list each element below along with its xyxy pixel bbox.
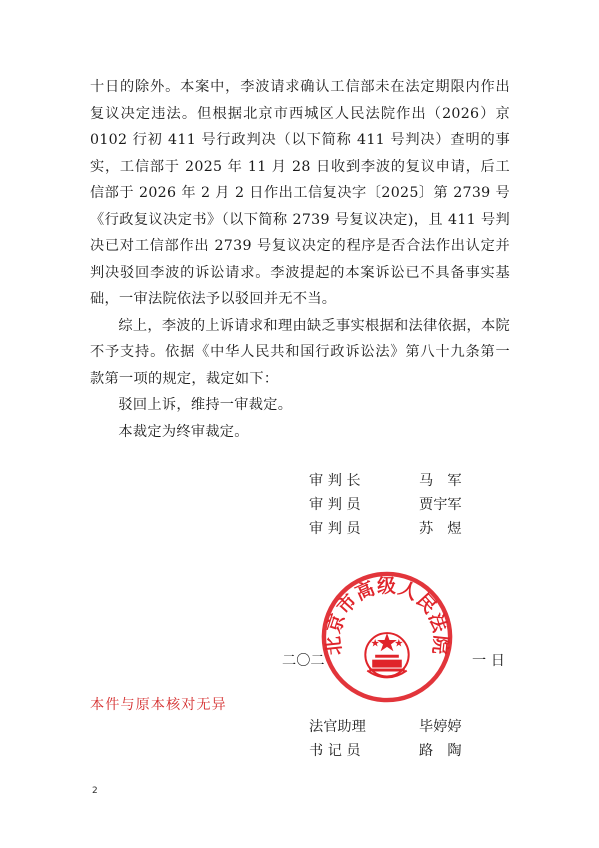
clerk-row-recorder <box>309 740 509 762</box>
date-prefix: 二〇二 <box>282 653 325 669</box>
judge-role: 审 判 员 <box>309 497 361 513</box>
verification-note: 本件与原本核对无异 <box>90 697 227 713</box>
clerk-name: 路 陶 <box>419 743 462 759</box>
clerk-name: 毕婷婷 <box>419 719 462 735</box>
judge-row-member <box>309 518 509 540</box>
court-seal <box>318 568 456 706</box>
clerk-row-assistant <box>309 716 509 738</box>
judge-row-chief <box>309 470 509 492</box>
paragraph-final: 本裁定为终审裁定。 <box>118 423 249 440</box>
seal-text: 北京市高级人民法院 <box>322 575 452 657</box>
paragraph-ruling: 驳回上诉，维持一审裁定。 <box>118 397 293 413</box>
clerk-role: 书 记 员 <box>309 743 361 759</box>
national-emblem-icon <box>365 633 408 677</box>
date-suffix: 一 日 <box>472 653 505 669</box>
judge-name: 贾宇军 <box>419 497 462 513</box>
page-number: 2 <box>92 786 98 796</box>
judge-role: 审 判 长 <box>309 473 361 489</box>
paragraph-facts: 十日的除外。本案中，李波请求确认工信部未在法定期限内作出复议决定违法。但根据北京市西城区人民法院作出（2026）京 0102 行初 411 号行政判决（以下简称 411 号判决）查明的事实，工信部于 2025 年 11 月 28 日收到李波的复议申请，后工信部于 2026 年 2 月 2 日作出工信复决字〔2025〕第 2739 号《行政复议决定书》（以下简称 2739 号复议决定)，且 411 号判决已对工信部作出 2739 号复议决定的程序是否合法作出认定并判决驳回李波的诉讼请求。李波提起的本案诉讼已不具备事实基础，一审法院依法予以驳回并无不当。 <box>90 79 510 307</box>
paragraph-conclusion: 综上，李波的上诉请求和理由缺乏事实根据和法律依据，本院不予支持。依据《中华人民共和国行政诉讼法》第八十九条第一款第一项的规定，裁定如下： <box>90 317 510 387</box>
ruling-body <box>90 74 510 445</box>
judge-name: 马 军 <box>419 473 462 489</box>
judge-name: 苏 煜 <box>419 521 462 537</box>
judge-row-member <box>309 494 509 516</box>
judge-role: 审 判 员 <box>309 521 361 537</box>
clerk-role: 法官助理 <box>309 719 366 735</box>
